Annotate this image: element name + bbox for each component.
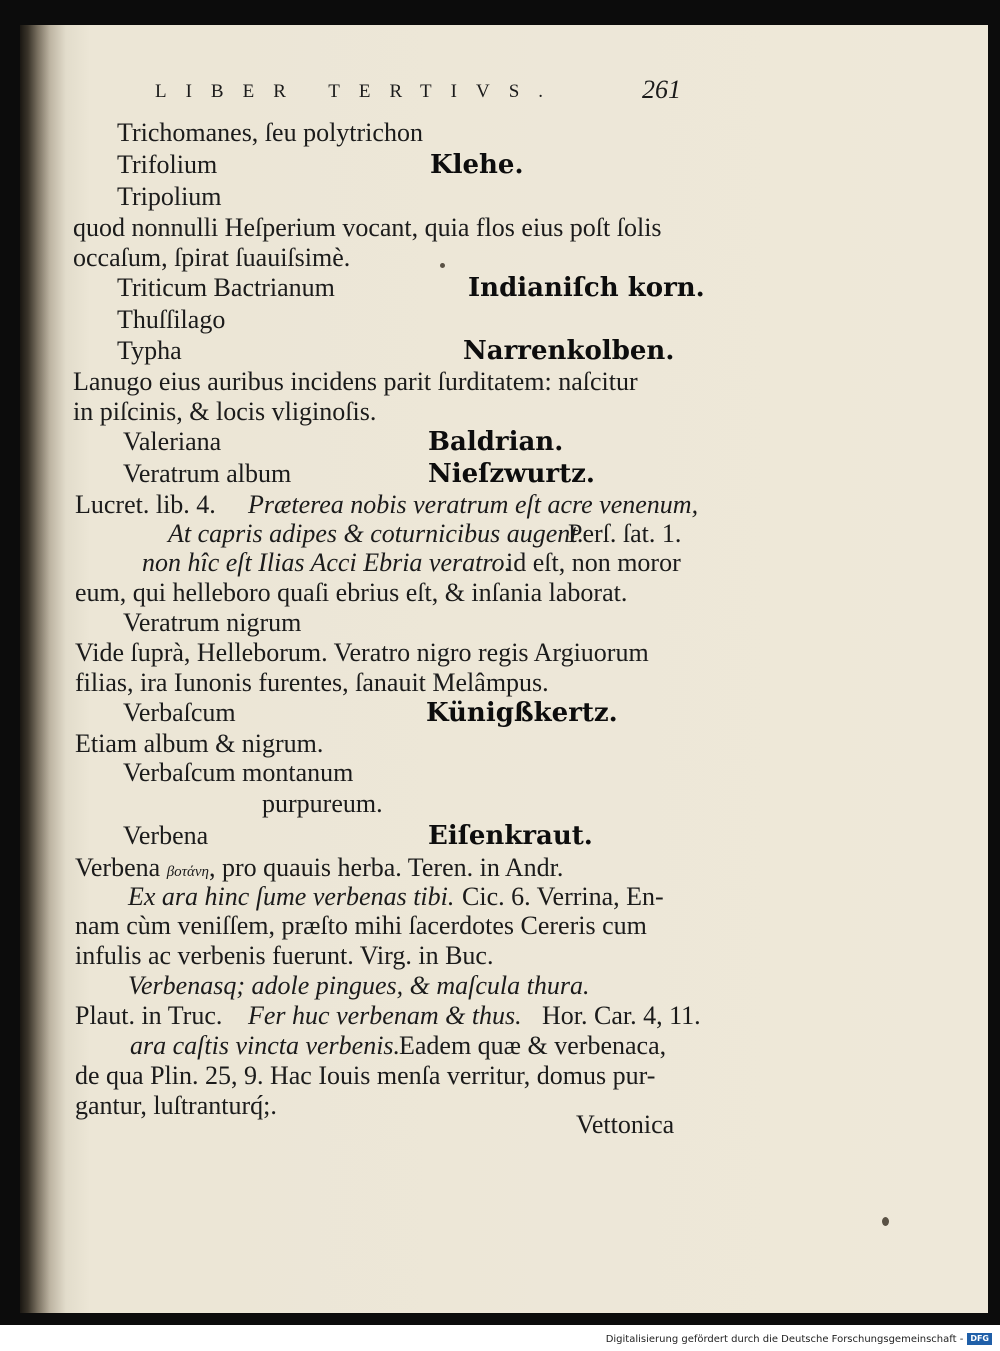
book-page [20,25,988,1313]
quote: Verbenasq; adole pingues, & maſcula thura. [128,971,590,1000]
text-line: quod nonnulli Heſperium vocant, quia flos eius poſt ſolis [73,213,662,242]
entry-thussilago: Thuſſilago [117,305,226,334]
greek-word: βοτάνη [166,864,209,880]
entry-typha: Typha [117,336,182,365]
catchword: Vettonica [576,1110,675,1139]
quote: At capris adipes & coturnicibus augent. [168,519,584,548]
footer-credit: Digitalisierung gefördert durch die Deutsche Forschungsgemeinschaft - [605,1333,964,1345]
running-title: LIBER TERTIVS. [155,81,563,102]
quote: non hîc eſt Ilias Acci Ebria veratro. [142,548,511,577]
text-line: Lanugo eius auribus incidens parit ſurditatem: naſcitur [73,367,638,396]
text-line: Cic. 6. Verrina, En- [462,882,664,911]
text-line: id eſt, non moror [506,548,681,577]
text-line: gantur, luſtranturq́;. [75,1091,277,1120]
quote: Ex ara hinc ſume verbenas tibi. [128,882,455,911]
entry-verbascum-montanum: Verbaſcum montanum [123,758,354,787]
entry-veratrum-album: Veratrum album [123,459,292,488]
text-line: Eadem quæ & verbenaca, [399,1031,667,1060]
citation: Hor. Car. 4, 11. [542,1001,701,1030]
entry-veratrum-nigrum: Veratrum nigrum [123,608,302,637]
entry-trichomanes: Trichomanes, ſeu polytrichon [117,118,423,147]
page-number: 261 [642,75,681,104]
german-eisenkraut: Eiſenkraut. [428,821,593,851]
entry-triticum: Triticum Bactrianum [117,273,335,302]
ink-speck [440,263,445,268]
citation: Perſ. ſat. 1. [568,519,682,548]
citation: Lucret. lib. 4. [75,490,216,519]
text-line: de qua Plin. 25, 9. Hac Iouis menſa verritur, domus pur- [75,1061,656,1090]
german-baldrian: Baldrian. [428,427,564,457]
text-line: eum, qui helleboro quaſi ebrius eſt, & inſania laborat. [75,578,628,607]
text-line: Vide ſuprà, Helleborum. Veratro nigro regis Argiuorum [75,638,649,667]
text-line: Etiam album & nigrum. [75,729,324,758]
entry-valeriana: Valeriana [123,427,222,456]
text-line: filias, ira Iunonis furentes, ſanauit Melâmpus. [75,668,549,697]
text-line: occaſum, ſpirat ſuauiſsimè. [73,243,351,272]
text-line: infulis ac verbenis fuerunt. Virg. in Buc. [75,941,494,970]
citation: Plaut. in Truc. [75,1001,223,1030]
quote: Præterea nobis veratrum eſt acre venenum, [248,490,699,519]
text-line: in piſcinis, & locis vliginoſis. [73,397,377,426]
entry-verbascum: Verbaſcum [123,698,236,727]
quote: ara caſtis vincta verbenis. [130,1031,401,1060]
digitization-footer [606,1333,992,1345]
entry-trifolium: Trifolium [117,150,218,179]
german-kunigskertz: Künigßkertz. [426,698,618,728]
german-nieszwurtz: Nieſzwurtz. [428,459,595,489]
dfg-logo: DFG [967,1333,992,1345]
ink-speck [882,1217,889,1226]
text-line: Verbena βοτάνη, pro quauis herba. Teren. in Andr. [75,853,564,882]
quote: Fer huc verbenam & thus. [248,1001,522,1030]
german-klehe: Klehe. [430,150,524,180]
entry-tripolium: Tripolium [117,182,222,211]
entry-verbena: Verbena [123,821,209,850]
text-line: nam cùm veniſſem, præſto mihi ſacerdotes Cereris cum [75,911,647,940]
german-indianisch-korn: Indianiſch korn. [468,273,705,303]
german-narrenkolben: Narrenkolben. [463,336,675,366]
text-line: purpureum. [262,789,383,818]
